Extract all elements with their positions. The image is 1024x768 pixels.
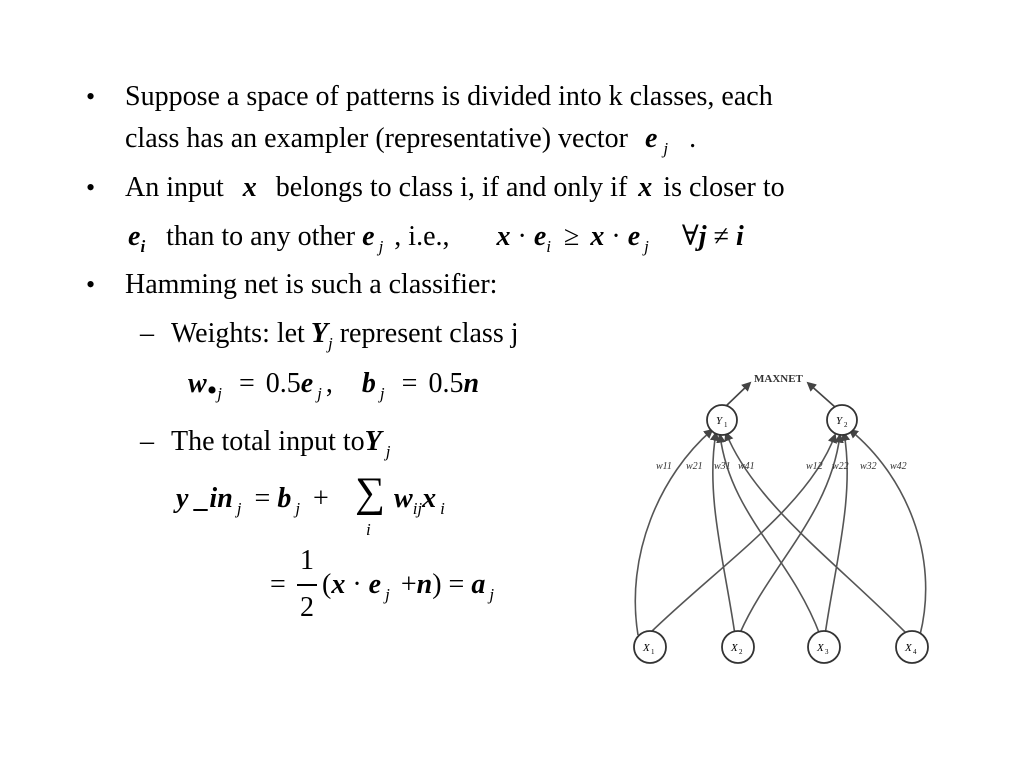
weight-label-w22: w22 bbox=[832, 461, 849, 472]
inequality bbox=[496, 221, 744, 256]
math-lparen: ( bbox=[322, 569, 332, 600]
math-n: n bbox=[416, 569, 433, 600]
math-y-in: y _in bbox=[176, 483, 233, 514]
total-input-formula bbox=[176, 482, 329, 519]
math-a: a bbox=[471, 569, 486, 600]
math-rparen: ) bbox=[432, 569, 442, 600]
math-n: n bbox=[463, 368, 480, 399]
math-eq: = bbox=[238, 368, 255, 399]
svg-text:3: 3 bbox=[825, 648, 829, 656]
math-sub-j: j bbox=[317, 384, 322, 403]
sub-bullet-1-prefix: Weights: let bbox=[171, 318, 305, 349]
bullet-1-line-2 bbox=[125, 122, 696, 159]
math-e: e bbox=[533, 221, 547, 252]
math-sub-j: j bbox=[385, 442, 391, 461]
math-sub-j: j bbox=[663, 139, 669, 158]
bullet-1-line-1: Suppose a space of patterns is divided into k classes, each bbox=[125, 81, 773, 112]
svg-text:2: 2 bbox=[844, 421, 848, 429]
math-e: e bbox=[627, 221, 641, 252]
hamming-net-diagram bbox=[620, 365, 960, 675]
sum-index: i bbox=[366, 520, 371, 539]
math-cdot: · bbox=[352, 569, 362, 600]
svg-text:Y: Y bbox=[836, 415, 843, 427]
math-Y: Y bbox=[310, 318, 328, 349]
svg-text:Y: Y bbox=[716, 415, 723, 427]
edge-x2-y2 bbox=[740, 435, 840, 633]
math-sub-j: j bbox=[217, 384, 222, 403]
sub-bullet-2-text: The total input to bbox=[171, 426, 365, 457]
dash-marker-2: – bbox=[140, 426, 154, 457]
weight-label-w32: w32 bbox=[860, 461, 877, 472]
math-i: i bbox=[735, 221, 744, 252]
fraction-expression bbox=[322, 568, 494, 605]
math-x: x bbox=[331, 569, 346, 600]
math-Y: Y bbox=[364, 426, 382, 457]
output-node-y1 bbox=[707, 405, 737, 435]
sub-bullet-2 bbox=[171, 425, 390, 462]
bullet-marker-3: • bbox=[86, 270, 96, 299]
maxnet-arrow-2 bbox=[808, 383, 835, 407]
bullet-2-text-e: , i.e., bbox=[394, 221, 450, 252]
math-sub-j: j bbox=[379, 384, 385, 403]
bullet-2-text-d: than to any other bbox=[166, 221, 356, 252]
input-node-x3 bbox=[808, 631, 840, 663]
weight-label-w31: w31 bbox=[714, 461, 731, 472]
bullet-2-text-a: An input bbox=[125, 172, 224, 203]
output-node-y2 bbox=[827, 405, 857, 435]
bullet-marker-2: • bbox=[86, 173, 96, 202]
math-x: x bbox=[422, 483, 437, 514]
math-forall: ∀ bbox=[681, 221, 699, 252]
math-w: w bbox=[394, 483, 413, 514]
math-eq: = bbox=[448, 569, 465, 600]
math-e: e bbox=[300, 368, 314, 399]
bullet-2-text-b: belongs to class i, if and only if bbox=[275, 172, 628, 203]
math-sub-i: i bbox=[440, 499, 445, 518]
edge-x3-y1 bbox=[720, 435, 820, 635]
math-sub-j: j bbox=[489, 585, 495, 604]
math-e: e bbox=[644, 123, 658, 154]
math-coef: 0.5 bbox=[265, 368, 301, 399]
math-eq: = bbox=[401, 368, 418, 399]
math-w: w bbox=[188, 368, 207, 399]
math-e: e bbox=[368, 569, 382, 600]
svg-text:X: X bbox=[643, 642, 650, 654]
math-cdot: · bbox=[611, 221, 621, 252]
math-x: x bbox=[590, 221, 605, 252]
svg-text:4: 4 bbox=[913, 648, 917, 656]
math-geq: ≥ bbox=[564, 221, 580, 252]
svg-text:X: X bbox=[905, 642, 912, 654]
math-sub-i: i bbox=[546, 237, 552, 256]
sum-symbol: ∑ bbox=[355, 470, 385, 516]
math-sub-j: j bbox=[295, 499, 301, 518]
math-sub-j: j bbox=[378, 237, 384, 256]
weight-label-w21: w21 bbox=[686, 461, 703, 472]
maxnet-arrow-1 bbox=[725, 383, 750, 407]
bullet-marker-1: • bbox=[86, 82, 96, 111]
math-plus: + bbox=[400, 569, 417, 600]
bullet-2-line-2 bbox=[128, 220, 744, 257]
math-j: j bbox=[698, 221, 707, 252]
math-plus: + bbox=[313, 483, 329, 514]
period: . bbox=[689, 123, 697, 154]
math-sub-j: j bbox=[644, 237, 649, 256]
bullet-1-text: class has an exampler (representative) vector bbox=[125, 123, 628, 154]
input-node-x1 bbox=[634, 631, 666, 663]
weights-formula bbox=[188, 366, 480, 407]
math-e: e bbox=[362, 221, 375, 252]
math-comma: , bbox=[325, 368, 333, 399]
fraction-eq: = bbox=[270, 569, 286, 600]
math-e: e bbox=[128, 221, 141, 252]
sub-bullet-1 bbox=[171, 317, 519, 354]
svg-text:2: 2 bbox=[739, 648, 743, 656]
weight-label-w11: w11 bbox=[656, 461, 672, 472]
math-b: b bbox=[361, 368, 376, 399]
math-eq: = bbox=[254, 483, 271, 514]
bullet-2-line-1 bbox=[125, 171, 785, 205]
math-bullet-dot: • bbox=[206, 374, 218, 407]
sum-term bbox=[394, 482, 445, 519]
maxnet-label: MAXNET bbox=[754, 373, 803, 385]
fraction-numerator: 1 bbox=[300, 545, 314, 576]
weight-label-w42: w42 bbox=[890, 461, 907, 472]
math-sub-ij: ij bbox=[412, 499, 423, 518]
weight-label-w12: w12 bbox=[806, 461, 823, 472]
bullet-2-text-c: is closer to bbox=[663, 172, 785, 203]
svg-text:X: X bbox=[731, 642, 738, 654]
math-x: x bbox=[496, 221, 511, 252]
math-x: x bbox=[242, 172, 257, 203]
svg-text:1: 1 bbox=[724, 421, 728, 429]
math-sub-i: i bbox=[140, 237, 146, 256]
math-sub-j: j bbox=[327, 334, 333, 353]
math-cdot: · bbox=[517, 221, 527, 252]
math-x: x bbox=[638, 172, 653, 203]
sub-bullet-1-suffix: represent class j bbox=[339, 318, 519, 349]
svg-text:1: 1 bbox=[651, 648, 655, 656]
math-sub-j: j bbox=[236, 499, 242, 518]
fraction-denominator: 2 bbox=[300, 592, 314, 623]
math-coef: 0.5 bbox=[428, 368, 464, 399]
bullet-3-text: Hamming net is such a classifier: bbox=[125, 269, 498, 300]
weight-label-w41: w41 bbox=[738, 461, 755, 472]
fraction-bar bbox=[297, 584, 317, 586]
input-node-x2 bbox=[722, 631, 754, 663]
math-neq: ≠ bbox=[713, 221, 729, 252]
input-node-x4 bbox=[896, 631, 928, 663]
math-b: b bbox=[277, 483, 292, 514]
dash-marker-1: – bbox=[140, 318, 154, 349]
svg-text:X: X bbox=[817, 642, 824, 654]
math-sub-j: j bbox=[385, 585, 390, 604]
